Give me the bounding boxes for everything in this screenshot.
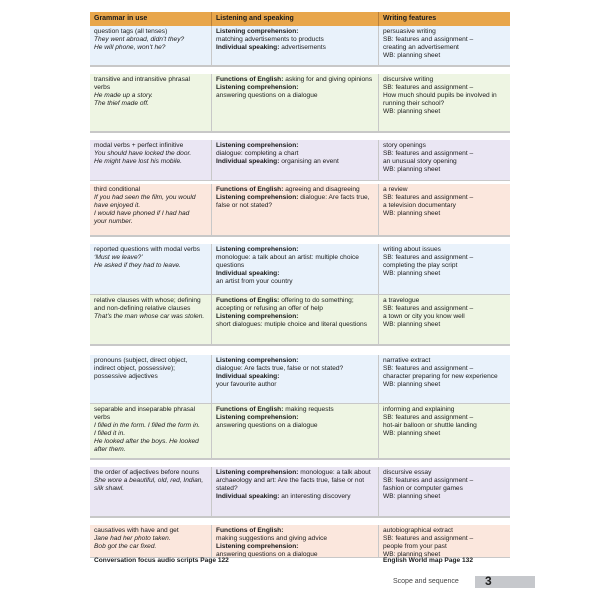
cell-line <box>216 414 375 422</box>
cell-line: a television documentary <box>383 202 456 209</box>
cell-line: a travelogue <box>383 297 420 304</box>
cell-line: separable and inseparable phrasal <box>94 406 196 413</box>
cell-line: hot-air balloon or shuttle landing <box>383 422 477 429</box>
bold-label: Individual speaking: <box>216 158 280 165</box>
cell-line: He might have lost his mobile. <box>94 158 182 165</box>
label-rest: agreeing and disagreeing <box>283 186 360 193</box>
cell-line: I would have phoned if I had had <box>94 210 190 217</box>
table-row <box>90 184 510 236</box>
cell-line: You should have locked the door. <box>94 150 192 157</box>
cell-line: WB: planning sheet <box>383 430 441 437</box>
cell-line: your number. <box>94 218 133 225</box>
bold-label: Listening comprehension: <box>216 543 299 550</box>
cell-line: reported questions with modal verbs <box>94 246 200 253</box>
cell-line: archaeology and art: Are the facts true, false or not <box>216 477 365 484</box>
page-number-bar <box>475 576 535 588</box>
table-row <box>90 355 510 404</box>
listening-cell <box>212 355 379 403</box>
bold-label: Individual speaking: <box>216 44 280 51</box>
cell-line: informing and explaining <box>383 406 455 413</box>
bold-label: Functions of Englis: <box>216 297 280 304</box>
cell-line: possessive adjectives <box>94 373 158 380</box>
writing-cell <box>379 467 510 516</box>
cell-line: She wore a beautiful, old, red, Indian, <box>94 477 204 484</box>
cell-line: relative clauses with whose; defining <box>94 297 201 304</box>
cell-line: I filled in the form. I filled the form in. <box>94 422 200 429</box>
cell-line: SB: features and assignment – <box>383 305 474 312</box>
grammar-cell <box>90 244 212 294</box>
bold-label: Listening comprehension: <box>216 28 299 35</box>
label-rest: making requests <box>283 406 334 413</box>
grammar-cell <box>90 295 212 344</box>
grammar-cell <box>90 355 212 403</box>
cell-line: have enjoyed it. <box>94 202 141 209</box>
cell-line: Bob got the car fixed. <box>94 543 157 550</box>
cell-line: SB: features and assignment – <box>383 365 474 372</box>
cell-line <box>216 373 375 381</box>
cell-line: If you had seen the film, you would <box>94 194 196 201</box>
bold-label: Functions of English: <box>216 186 284 193</box>
page-label: Scope and sequence <box>393 578 459 585</box>
table-row <box>90 404 510 459</box>
cell-line: How much should pupils be involved in <box>383 92 497 99</box>
writing-cell <box>379 140 510 180</box>
writing-cell <box>379 295 510 344</box>
cell-line: people from your past <box>383 543 447 550</box>
cell-line: modal verbs + perfect infinitive <box>94 142 184 149</box>
cell-line: false or not stated? <box>216 202 273 209</box>
table-header <box>90 12 510 26</box>
cell-line: a review <box>383 186 408 193</box>
bold-label: Listening comprehension: <box>216 142 299 149</box>
grammar-cell <box>90 404 212 458</box>
cell-line <box>216 357 375 365</box>
cell-line <box>216 527 375 535</box>
cell-line <box>216 28 375 36</box>
table-row <box>90 26 510 66</box>
grammar-cell <box>90 74 212 131</box>
cell-line: That’s the man whose car was stolen. <box>94 313 205 320</box>
cell-line: He will phone, won’t he? <box>94 44 166 51</box>
cell-line: character preparing for new experience <box>383 373 498 380</box>
cell-line: discursive essay <box>383 469 432 476</box>
cell-line <box>216 543 375 551</box>
listening-cell <box>212 140 379 180</box>
cell-line: accepting or refusing an offer of help <box>216 305 323 312</box>
cell-line: persuasive writing <box>383 28 436 35</box>
bold-label: Listening comprehension: <box>216 194 299 201</box>
bold-label: Listening comprehension: <box>216 414 299 421</box>
cell-line: the order of adjectives before nouns <box>94 469 200 476</box>
header-listening: Listening and speaking <box>212 12 379 26</box>
cell-line <box>216 186 375 194</box>
cell-line: answering questions on a dialogue <box>216 551 318 557</box>
cell-line: WB: planning sheet <box>383 493 441 500</box>
listening-cell <box>212 467 379 516</box>
scope-and-sequence-table <box>90 12 510 567</box>
cell-line: verbs <box>94 84 111 91</box>
cell-line: and non-defining relative clauses <box>94 305 191 312</box>
label-rest: offering to do something; <box>279 297 354 304</box>
cell-line <box>216 406 375 414</box>
writing-cell <box>379 26 510 65</box>
table-row <box>90 525 510 558</box>
cell-line: a town or city you know well <box>383 313 465 320</box>
bold-label: Individual speaking: <box>216 373 280 380</box>
cell-line: SB: features and assignment – <box>383 150 474 157</box>
writing-cell <box>379 74 510 131</box>
bold-label: Listening comprehension: <box>216 469 299 476</box>
label-rest: dialogue: Are facts true, <box>298 194 370 201</box>
cell-line: fashion or computer games <box>383 485 463 492</box>
cell-line: an unusual story opening <box>383 158 457 165</box>
cell-line <box>216 44 375 52</box>
cell-line: creating an advertisement <box>383 44 459 51</box>
table-row <box>90 467 510 517</box>
table-row <box>90 140 510 181</box>
cell-line: third conditional <box>94 186 141 193</box>
cell-line <box>216 142 375 150</box>
grammar-cell <box>90 140 212 180</box>
cell-line <box>216 493 375 501</box>
footer-audio-scripts: Conversation focus audio scripts Page 122 <box>94 557 229 564</box>
table-footer <box>90 557 510 569</box>
cell-line <box>216 158 375 166</box>
cell-line: transitive and intransitive phrasal <box>94 76 191 83</box>
listening-cell <box>212 26 379 65</box>
bold-label: Listening comprehension: <box>216 246 299 253</box>
header-writing: Writing features <box>383 15 437 22</box>
cell-line: ‘Must we leave?’ <box>94 254 143 261</box>
cell-line <box>216 270 375 278</box>
cell-line: He looked after the boys. He looked <box>94 438 199 445</box>
cell-line: your favourite author <box>216 381 277 388</box>
grammar-cell <box>90 26 212 65</box>
label-rest: monologue: a talk about <box>298 469 371 476</box>
cell-line <box>216 313 375 321</box>
cell-line <box>216 297 375 305</box>
cell-line <box>216 469 375 477</box>
footer-world-map: English World map Page 132 <box>383 557 474 564</box>
cell-line: an artist from your country <box>216 278 293 285</box>
cell-line: I filled it in. <box>94 430 126 437</box>
bold-label: Functions of English: <box>216 406 284 413</box>
cell-line: They went abroad, didn’t they? <box>94 36 185 43</box>
cell-line <box>216 76 375 84</box>
label-rest: an interesting discovery <box>279 493 351 500</box>
cell-line: Jane had her photo taken. <box>94 535 171 542</box>
writing-cell <box>379 244 510 294</box>
cell-line: SB: features and assignment – <box>383 477 474 484</box>
label-rest: asking for and giving opinions <box>283 76 373 83</box>
bold-label: Listening comprehension: <box>216 84 299 91</box>
cell-line: WB: planning sheet <box>383 381 441 388</box>
cell-line: stated? <box>216 485 238 492</box>
table-row <box>90 244 510 295</box>
cell-line: completing the play script <box>383 262 458 269</box>
bold-label: Functions of English: <box>216 76 284 83</box>
cell-line: dialogue: completing a chart <box>216 150 299 157</box>
listening-cell <box>212 295 379 344</box>
bold-label: Individual speaking: <box>216 270 280 277</box>
cell-line: WB: planning sheet <box>383 270 441 277</box>
cell-line: SB: features and assignment – <box>383 36 474 43</box>
cell-line <box>216 246 375 254</box>
listening-cell <box>212 184 379 235</box>
bold-label: Functions of English: <box>216 527 284 534</box>
cell-line: silk shawl. <box>94 485 125 492</box>
cell-line: narrative extract <box>383 357 431 364</box>
cell-line: answering questions on a dialogue <box>216 422 318 429</box>
cell-line <box>216 84 375 92</box>
listening-cell <box>212 404 379 458</box>
header-grammar: Grammar in use <box>90 12 212 26</box>
writing-cell <box>379 404 510 458</box>
cell-line: WB: planning sheet <box>383 108 441 115</box>
listening-cell <box>212 244 379 294</box>
cell-line: autobiographical extract <box>383 527 454 534</box>
writing-cell <box>379 355 510 403</box>
bold-label: Listening comprehension: <box>216 357 299 364</box>
cell-line: making suggestions and giving advice <box>216 535 328 542</box>
grammar-cell <box>90 184 212 235</box>
cell-line: question tags (all tenses) <box>94 28 168 35</box>
cell-line: SB: features and assignment – <box>383 194 474 201</box>
cell-line: writing about issues <box>383 246 441 253</box>
writing-cell <box>379 525 510 557</box>
listening-cell <box>212 525 379 557</box>
page-number: 3 <box>485 574 492 588</box>
cell-line: answering questions on a dialogue <box>216 92 318 99</box>
cell-line: SB: features and assignment – <box>383 414 474 421</box>
writing-cell <box>379 184 510 235</box>
cell-line: WB: planning sheet <box>383 321 441 328</box>
table-row <box>90 74 510 132</box>
cell-line: questions <box>216 262 245 269</box>
cell-line: monologue: a talk about an artist: multiple choice <box>216 254 359 261</box>
cell-line: running their school? <box>383 100 445 107</box>
cell-line <box>216 194 375 202</box>
cell-line: matching advertisements to products <box>216 36 324 43</box>
cell-line: He asked if they had to leave. <box>94 262 181 269</box>
cell-line: SB: features and assignment – <box>383 84 474 91</box>
cell-line: SB: features and assignment – <box>383 254 474 261</box>
cell-line: WB: planning sheet <box>383 210 441 217</box>
cell-line: short dialogues: mutiple choice and literal questions <box>216 321 368 328</box>
cell-line: causatives with have and get <box>94 527 179 534</box>
cell-line: dialogue: Are facts true, false or not stated? <box>216 365 344 372</box>
cell-line: story openings <box>383 142 426 149</box>
cell-line: He made up a story. <box>94 92 153 99</box>
table-row <box>90 295 510 345</box>
cell-line: verbs <box>94 414 111 421</box>
label-rest: advertisements <box>279 44 326 51</box>
label-rest: organising an event <box>279 158 339 165</box>
bold-label: Individual speaking: <box>216 493 280 500</box>
cell-line: The thief made off. <box>94 100 149 107</box>
cell-line: indirect object, possessive); <box>94 365 175 372</box>
cell-line: SB: features and assignment – <box>383 535 474 542</box>
cell-line: WB: planning sheet <box>383 551 441 557</box>
cell-line: WB: planning sheet <box>383 166 441 173</box>
cell-line: WB: planning sheet <box>383 52 441 59</box>
grammar-cell <box>90 467 212 516</box>
cell-line: pronouns (subject, direct object, <box>94 357 188 364</box>
grammar-cell <box>90 525 212 557</box>
listening-cell <box>212 74 379 131</box>
cell-line: discursive writing <box>383 76 434 83</box>
bold-label: Listening comprehension: <box>216 313 299 320</box>
cell-line: after them. <box>94 446 126 453</box>
